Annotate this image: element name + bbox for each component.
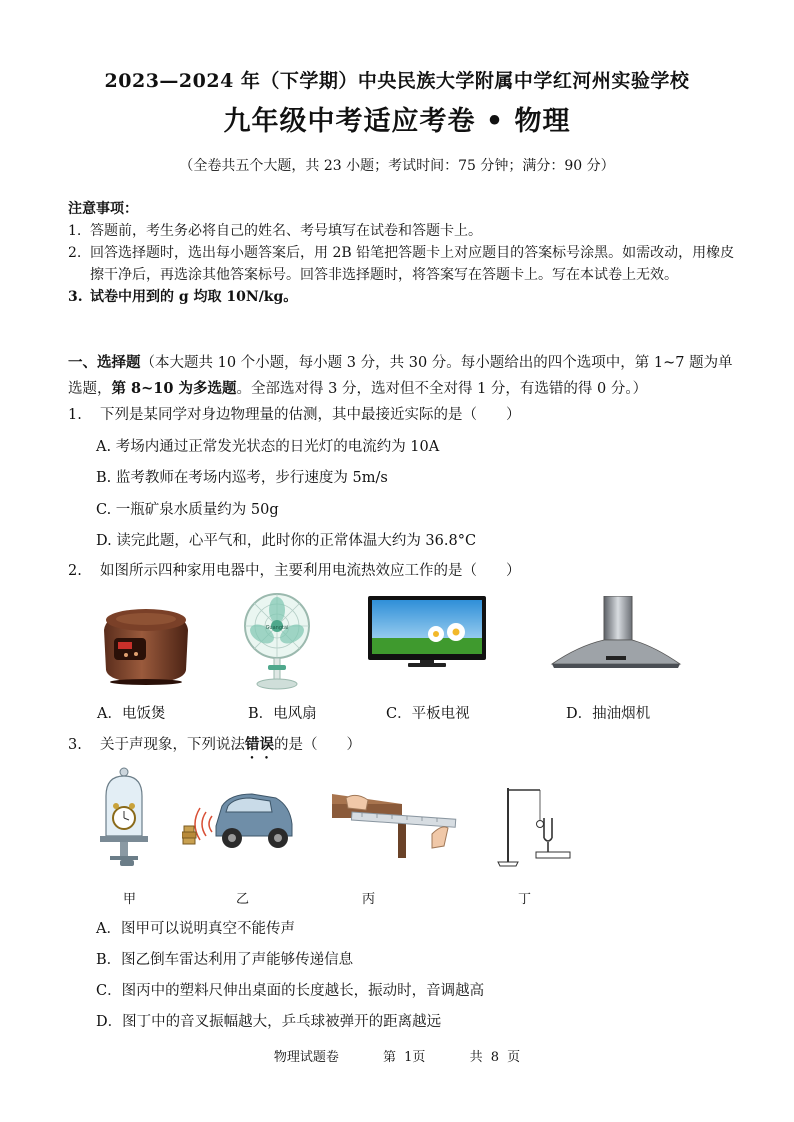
section-title: 一、选择题 — [68, 354, 141, 371]
car-radar-image — [182, 776, 294, 854]
fan-brand-label: Guangtai — [265, 625, 289, 631]
note-item — [68, 220, 748, 242]
range-hood-image — [548, 596, 684, 674]
q1-option-c: C. 一瓶矿泉水质量约为 50g — [96, 502, 279, 518]
note-text: 答题前，考生务必将自己的姓名、考号填写在试卷和答题卡上。 — [90, 223, 482, 239]
flat-tv-image — [368, 596, 486, 668]
exam-title: 九年级中考适应考卷 • 物理 — [223, 106, 571, 137]
fig-caption-jia: 甲 — [123, 892, 137, 907]
q3-option-c: C．图丙中的塑料尺伸出桌面的长度越长，振动时，音调越高 — [96, 983, 485, 999]
fig-caption-ding: 丁 — [518, 892, 532, 907]
question-number: 3. — [68, 737, 82, 753]
section-desc-multi: 第 8~10 为多选题 — [111, 380, 237, 397]
q1-option-d: D. 读完此题，心平气和，此时你的正常体温大约为 36.8°C — [96, 533, 477, 549]
note-number: 2. — [68, 245, 82, 261]
exam-info: （全卷共五个大题，共 23 小题；考试时间：75 分钟；满分：90 分） — [179, 158, 615, 174]
note-number: 1. — [68, 223, 82, 239]
bell-jar-image — [96, 766, 152, 872]
question-3-stem — [68, 733, 361, 762]
note-number: 3. — [68, 289, 83, 305]
question-1-stem — [68, 403, 521, 424]
q3-option-d: D．图丁中的音叉振幅越大，乒乓球被弹开的距离越远 — [96, 1014, 442, 1030]
question-2-stem — [68, 559, 521, 580]
question-number: 1. — [68, 407, 82, 423]
question-emphasis: 错误 — [245, 736, 274, 753]
footer-total-pages: 共 8 页 — [469, 1050, 521, 1065]
q2-option-d: D．抽油烟机 — [566, 706, 651, 722]
section-desc-scoring: 。全部选对得 3 分，选对但不全对得 1 分，有选错的得 0 分。） — [236, 381, 648, 397]
tuning-fork-image — [496, 782, 578, 870]
note-item — [68, 286, 748, 308]
rice-cooker-image — [96, 600, 196, 686]
electric-fan-image — [238, 592, 316, 692]
notes-block — [68, 198, 748, 308]
question-text-end: 的是（ ） — [274, 737, 361, 753]
section-1-header — [68, 350, 738, 402]
fig-caption-bing: 丙 — [362, 892, 376, 907]
question-number: 2. — [68, 563, 82, 579]
question-text: 如图所示四种家用电器中，主要利用电流热效应工作的是（ ） — [100, 563, 521, 579]
note-item — [68, 242, 748, 286]
q3-option-b: B．图乙倒车雷达利用了声能够传递信息 — [96, 952, 354, 968]
question-text: 关于声现象，下列说法 — [100, 737, 245, 753]
ruler-table-image — [332, 790, 462, 858]
page-footer — [0, 1046, 794, 1065]
q1-option-a: A. 考场内通过正常发光状态的日光灯的电流约为 10A — [96, 439, 440, 455]
q2-option-a: A．电饭煲 — [97, 706, 166, 722]
section-desc: （本大题共 10 个小题，每小题 3 分，共 30 分。每小题给出的四个选项中，第 1~7 题为单选题， — [68, 355, 733, 397]
notes-title: 注意事项： — [68, 201, 138, 217]
footer-subject: 物理试题卷 — [273, 1050, 339, 1065]
note-text: 回答选择题时，选出每小题答案后，用 2B 铅笔把答题卡上对应题目的答案标号涂黑。如需改动，用橡皮擦干净后，再选涂其他答案标号。回答非选择题时，将答案写在答题卡上。写在本试卷上无效。 — [90, 245, 735, 283]
q2-option-c: C．平板电视 — [386, 706, 470, 722]
question-text: 下列是某同学对身边物理量的估测，其中最接近实际的是（ ） — [100, 407, 521, 423]
footer-page-number: 第 1页 — [383, 1050, 426, 1065]
q3-option-a: A．图甲可以说明真空不能传声 — [96, 921, 295, 937]
exam-school-title: 2023—2024 年（下学期）中央民族大学附属中学红河州实验学校 — [104, 70, 690, 92]
fig-caption-yi: 乙 — [236, 892, 250, 907]
q2-option-b: B．电风扇 — [248, 706, 317, 722]
q1-option-b: B. 监考教师在考场内巡考，步行速度为 5m/s — [96, 470, 388, 486]
note-text: 试卷中用到的 g 均取 10N/kg。 — [90, 289, 298, 305]
